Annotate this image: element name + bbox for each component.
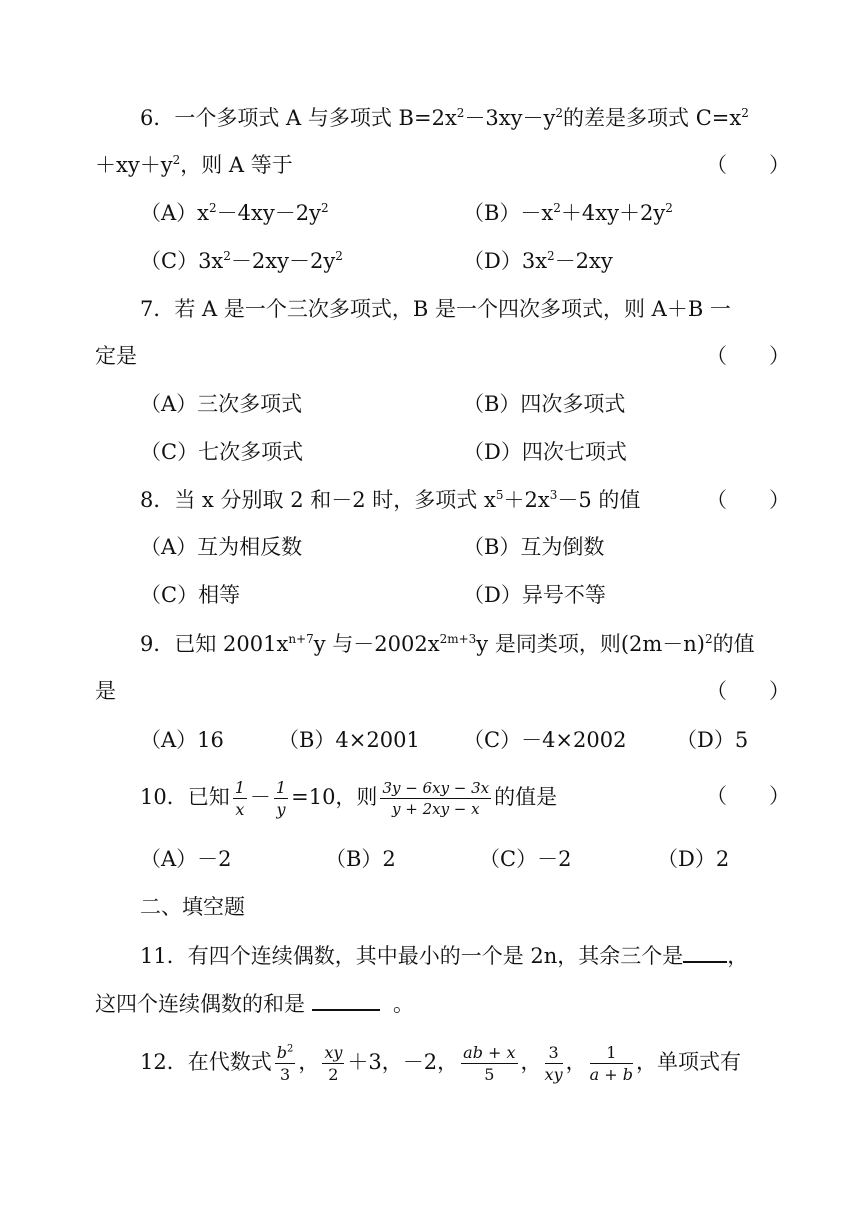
q11-text: 11．有四个连续偶数，其中最小的一个是 2n，其余三个是 xyxy=(140,944,684,968)
q10-text: － xyxy=(249,785,271,809)
q7-line1: 7．若 A 是一个三次多项式，B 是一个四次多项式，则 A＋B 一 xyxy=(140,297,731,321)
fraction-b2-over-3 xyxy=(275,1042,296,1084)
q6-line1 xyxy=(140,104,749,132)
q8-line1 xyxy=(140,486,640,514)
q6-sup: 2 xyxy=(335,249,343,263)
q10-option-c: （C）－2 xyxy=(479,847,572,871)
q6-opt-text: （A）x xyxy=(140,201,210,225)
q12-text: ， xyxy=(565,1050,587,1074)
q6-text: －3xy－y xyxy=(464,106,556,130)
q6-sup: 2 xyxy=(172,153,181,167)
answer-paren: （ ） xyxy=(706,344,790,368)
fraction-1-over-a-plus-b xyxy=(589,1042,633,1084)
q7-option-a: （A）三次多项式 xyxy=(140,392,303,416)
answer-blank[interactable] xyxy=(683,943,727,963)
frac-num: ab + x xyxy=(463,1042,516,1062)
section-heading: 二、填空题 xyxy=(140,895,245,919)
q10-option-a: （A）－2 xyxy=(140,847,232,871)
fraction-ab-plus-x-over-5 xyxy=(461,1042,517,1084)
q6-sup: 2 xyxy=(547,249,555,263)
q7-option-c: （C）七次多项式 xyxy=(140,440,304,464)
q6-sup: 2 xyxy=(223,249,231,263)
answer-paren: （ ） xyxy=(706,784,790,808)
q6-option-a xyxy=(140,199,329,227)
q7-option-b: （B）四次多项式 xyxy=(463,392,626,416)
frac-num: 3 xyxy=(545,1045,563,1064)
q6-opt-text: －2xy xyxy=(554,249,613,273)
q9-option-a: （A）16 xyxy=(140,728,224,752)
q8-option-c: （C）相等 xyxy=(140,583,241,607)
q7-option-d: （D）四次七项式 xyxy=(463,440,627,464)
q8-text: 8．当 x 分别取 2 和－2 时，多项式 x xyxy=(140,488,496,512)
q9-sup: 2m+3 xyxy=(439,632,477,646)
q10-text: 10．已知 xyxy=(140,785,230,809)
q12-text: ＋3，－2， xyxy=(347,1050,459,1074)
frac-den: x xyxy=(235,799,245,819)
frac-den: 2 xyxy=(328,1064,339,1084)
q7-line2: 定是 xyxy=(95,344,137,368)
q6-option-b xyxy=(463,199,673,227)
frac-num xyxy=(275,1042,296,1064)
q6-sup: 2 xyxy=(553,201,561,215)
q11-text: ， xyxy=(727,944,749,968)
q11-text: 。 xyxy=(393,992,415,1016)
q12-text: ， xyxy=(298,1050,320,1074)
frac-num: 1 xyxy=(275,777,287,797)
q6-line2 xyxy=(95,151,293,179)
frac-num: 1 xyxy=(234,777,245,797)
q6-sup: 2 xyxy=(741,106,749,120)
q6-sup: 2 xyxy=(320,201,329,215)
q11-line1 xyxy=(140,942,748,970)
q6-opt-text: （C）3x xyxy=(140,249,224,273)
q12-text: ， xyxy=(520,1050,542,1074)
frac-den: xy xyxy=(544,1064,563,1084)
q8-sup: 3 xyxy=(549,488,558,502)
fraction-1-over-x xyxy=(233,777,247,819)
q10-line1 xyxy=(140,775,557,819)
q8-text: －5 的值 xyxy=(557,488,641,512)
q11-text: 这四个连续偶数的和是 xyxy=(95,992,305,1016)
q6-text: ＋xy＋y xyxy=(95,153,173,177)
q9-option-d: （D）5 xyxy=(676,728,749,752)
q9-text: y 是同类项，则(2m－n) xyxy=(476,632,706,656)
q12-text: ，单项式有 xyxy=(635,1050,741,1074)
q9-line2: 是 xyxy=(95,679,116,703)
q9-sup: n+7 xyxy=(288,632,314,646)
q9-text: 的值 xyxy=(712,632,755,656)
q11-line2 xyxy=(95,990,414,1018)
answer-paren: （ ） xyxy=(706,679,790,703)
answer-paren: （ ） xyxy=(706,488,790,512)
frac-num: 3y − 6xy − 3x xyxy=(382,778,490,797)
frac-den: 5 xyxy=(484,1064,495,1084)
frac-den: y xyxy=(276,799,286,819)
frac-num-base: b xyxy=(276,1042,287,1062)
fraction-1-over-y xyxy=(274,777,288,819)
q6-sup: 2 xyxy=(209,201,217,215)
q6-option-c xyxy=(140,247,343,275)
q10-text: =10，则 xyxy=(291,785,378,809)
q8-text: ＋2x xyxy=(503,488,550,512)
q8-sup: 5 xyxy=(495,488,504,502)
q9-sup: 2 xyxy=(705,632,713,646)
q8-option-a: （A）互为相反数 xyxy=(140,535,303,559)
frac-sup: 2 xyxy=(286,1043,294,1055)
q6-opt-text: ＋4xy＋2y xyxy=(560,201,666,225)
frac-num: xy xyxy=(324,1042,343,1062)
answer-paren: （ ） xyxy=(706,153,790,177)
frac-den: a + b xyxy=(589,1064,633,1084)
q6-option-d xyxy=(463,247,613,275)
q6-text: ，则 A 等于 xyxy=(180,153,293,177)
q6-text: 6．一个多项式 A 与多项式 B=2x xyxy=(140,106,457,130)
q9-option-b: （B）4×2001 xyxy=(278,728,420,752)
fraction-xy-over-2 xyxy=(322,1042,344,1084)
answer-blank[interactable] xyxy=(312,991,380,1011)
q10-option-b: （B）2 xyxy=(325,847,396,871)
fraction-3-over-xy xyxy=(544,1042,563,1084)
q6-text: 的差是多项式 C=x xyxy=(563,106,742,130)
q6-sup: 2 xyxy=(665,201,673,215)
q6-opt-text: －2xy－2y xyxy=(230,249,336,273)
q8-option-b: （B）互为倒数 xyxy=(463,535,605,559)
frac-den: 3 xyxy=(279,1064,291,1084)
q9-line1 xyxy=(140,630,755,658)
q9-text: y 与－2002x xyxy=(313,632,440,656)
q10-text: 的值是 xyxy=(494,785,558,809)
fraction-expression xyxy=(380,778,491,818)
q8-option-d: （D）异号不等 xyxy=(463,583,606,607)
q6-sup: 2 xyxy=(456,106,465,120)
q6-opt-text: （B）－x xyxy=(463,201,554,225)
q6-opt-text: （D）3x xyxy=(463,249,548,273)
q12-text: 12．在代数式 xyxy=(140,1050,272,1074)
q12-line1 xyxy=(140,1040,741,1084)
frac-den: y + 2xy − x xyxy=(391,799,480,818)
q6-opt-text: －4xy－2y xyxy=(216,201,321,225)
q9-option-c: （C）－4×2002 xyxy=(463,728,627,752)
frac-num: 1 xyxy=(590,1045,633,1064)
q10-option-d: （D）2 xyxy=(657,847,730,871)
q6-sup: 2 xyxy=(555,106,564,120)
q9-text: 9．已知 2001x xyxy=(140,632,289,656)
